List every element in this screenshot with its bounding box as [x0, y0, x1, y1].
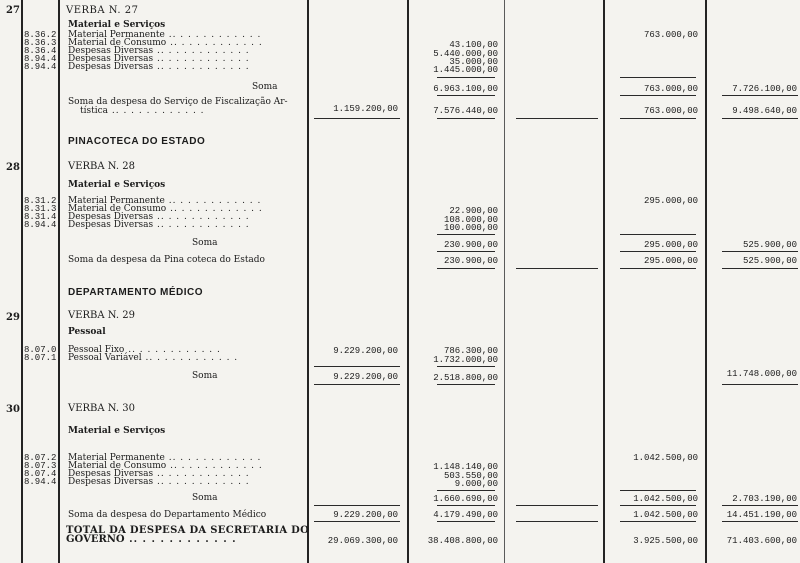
row-code: 8.31.3 — [24, 204, 57, 214]
total-col6: 14.451.190,00 — [726, 510, 797, 520]
rule — [437, 234, 495, 235]
verba-title: VERBA N. 29 — [68, 310, 135, 321]
subtotal-col5: 1.042.500,00 — [633, 494, 698, 504]
row-code: 8.36.4 — [24, 46, 57, 56]
grand-total-col5: 3.925.500,00 — [633, 536, 698, 546]
row-code: 8.36.3 — [24, 38, 57, 48]
rule — [437, 490, 495, 491]
rule — [516, 505, 598, 506]
row-value-col3: 1.445.000,00 — [433, 65, 498, 75]
row-value-col5: 295.000,00 — [643, 196, 698, 206]
item-number: 27 — [6, 5, 20, 16]
subtotal-col3: 1.660.690,00 — [433, 494, 498, 504]
section-subtitle: Material e Serviços — [68, 426, 166, 436]
total-label: Soma da despesa da Pina coteca do Estado — [68, 255, 265, 265]
subtotal-col5: 295.000,00 — [643, 240, 698, 250]
subtotal-col3: 2.518.800,00 — [433, 373, 498, 383]
item-number: 29 — [6, 312, 20, 323]
row-value-col3: 108.000,00 — [443, 215, 498, 225]
row-label: Despesas Diversas .. . — [68, 220, 250, 230]
row-code: 8.94.4 — [24, 54, 57, 64]
total-label: tística .. . — [80, 106, 205, 116]
row-value-col5: 1.042.500,00 — [633, 453, 698, 463]
row-value-col3: 1.732.000,00 — [433, 355, 498, 365]
row-code: 8.31.2 — [24, 196, 57, 206]
row-code: 8.07.2 — [24, 453, 57, 463]
subtotal-col5: 763.000,00 — [643, 84, 698, 94]
subtotal-col6: 7.726.100,00 — [732, 84, 797, 94]
row-label: Despesas Diversas .. . — [68, 46, 250, 56]
row-code: 8.07.4 — [24, 469, 57, 479]
rule — [314, 118, 400, 119]
row-value-col3: 1.148.140,00 — [433, 462, 498, 472]
row-label: Despesas Diversas .. . — [68, 212, 250, 222]
rule — [314, 521, 400, 522]
grand-total-col2: 29.069.300,00 — [327, 536, 398, 546]
row-label: Despesas Diversas .. . — [68, 54, 250, 64]
subtotal-label: Soma — [192, 493, 218, 503]
rule — [437, 505, 495, 506]
rule — [722, 95, 798, 96]
row-label: Material Permanente .. . — [68, 196, 261, 206]
subtotal-col3: 230.900,00 — [443, 240, 498, 250]
grand-total-label: GOVERNO .. . — [66, 535, 237, 545]
rule — [620, 95, 696, 96]
total-col6: 9.498.640,00 — [732, 106, 797, 116]
column-rule-5 — [504, 0, 505, 563]
item-number: 28 — [6, 162, 20, 173]
verba-title: VERBA N. 28 — [68, 161, 135, 172]
row-value-col3: 35.000,00 — [449, 57, 498, 67]
row-code: 8.31.4 — [24, 212, 57, 222]
rule — [437, 384, 495, 385]
rule — [437, 77, 495, 78]
row-label: Pessoal Fixo .. . — [68, 345, 221, 355]
section-subtitle: Material e Serviços — [68, 180, 166, 190]
rule — [722, 521, 798, 522]
row-code: 8.07.3 — [24, 461, 57, 471]
subtotal-label: Soma — [192, 238, 218, 248]
row-value-col2: 9.229.200,00 — [333, 346, 398, 356]
column-rule-6 — [603, 0, 605, 563]
item-number: 30 — [6, 404, 20, 415]
total-col3: 230.900,00 — [443, 256, 498, 266]
row-code: 8.94.4 — [24, 477, 57, 487]
subtotal-col3: 6.963.100,00 — [433, 84, 498, 94]
rule — [722, 505, 798, 506]
row-code: 8.94.4 — [24, 220, 57, 230]
rule — [620, 268, 696, 269]
column-rule-2 — [58, 0, 60, 563]
total-col3: 4.179.490,00 — [433, 510, 498, 520]
subtotal-col6: 525.900,00 — [742, 240, 797, 250]
rule — [437, 251, 495, 252]
row-label: Despesas Diversas .. . — [68, 469, 250, 479]
grand-total-label: TOTAL DA DESPESA DA SECRETARIA DO — [66, 525, 310, 536]
subtotal-label: Soma — [192, 371, 218, 381]
row-code: 8.36.2 — [24, 30, 57, 40]
row-code: 8.07.1 — [24, 353, 57, 363]
row-label: Despesas Diversas .. . — [68, 62, 250, 72]
row-label: Material de Consumo .. . — [68, 38, 263, 48]
rule — [437, 521, 495, 522]
rule — [437, 366, 495, 367]
row-label: Material Permanente .. . — [68, 453, 261, 463]
row-label: Pessoal Variável .. . — [68, 353, 238, 363]
rule — [314, 505, 400, 506]
rule — [620, 505, 696, 506]
row-label: Material de Consumo .. . — [68, 461, 263, 471]
column-rule-3 — [307, 0, 309, 563]
section-heading: PINACOTECA DO ESTADO — [68, 136, 206, 147]
rule — [620, 234, 696, 235]
total-col3: 7.576.440,00 — [433, 106, 498, 116]
column-rule-7 — [705, 0, 707, 563]
row-value-col5: 763.000,00 — [643, 30, 698, 40]
rule — [437, 268, 495, 269]
section-subtitle: Material e Serviços — [68, 20, 166, 30]
row-value-col3: 22.900,00 — [449, 206, 498, 216]
row-code: 8.94.4 — [24, 62, 57, 72]
rule — [722, 384, 798, 385]
row-value-col3: 503.550,00 — [443, 471, 498, 481]
rule — [620, 118, 696, 119]
rule — [437, 95, 495, 96]
rule — [437, 118, 495, 119]
row-label: Despesas Diversas .. . — [68, 477, 250, 487]
column-rule-1 — [21, 0, 23, 563]
total-label: Soma da despesa do Serviço de Fiscalização Ar- — [68, 97, 288, 107]
row-value-col3: 786.300,00 — [443, 346, 498, 356]
rule — [722, 251, 798, 252]
column-rule-4 — [407, 0, 409, 563]
rule — [314, 384, 400, 385]
rule — [620, 490, 696, 491]
rule — [620, 251, 696, 252]
total-col5: 1.042.500,00 — [633, 510, 698, 520]
total-col6: 525.900,00 — [742, 256, 797, 266]
row-value-col3: 100.000,00 — [443, 223, 498, 233]
grand-total-col6: 71.403.600,00 — [726, 536, 797, 546]
total-col2: 1.159.200,00 — [333, 104, 398, 114]
row-label: Material Permanente .. . — [68, 30, 261, 40]
row-value-col3: 5.440.000,00 — [433, 49, 498, 59]
rule — [722, 118, 798, 119]
total-label: Soma da despesa do Departamento Médico — [68, 510, 267, 520]
subtotal-col6: 2.703.190,00 — [732, 494, 797, 504]
section-heading: DEPARTAMENTO MÉDICO — [68, 287, 204, 298]
row-label: Material de Consumo .. . — [68, 204, 263, 214]
row-value-col3: 9.000,00 — [454, 479, 498, 489]
rule — [516, 118, 598, 119]
rule — [516, 521, 598, 522]
row-value-col3: 43.100,00 — [449, 40, 498, 50]
verba-title: VERBA N. 30 — [68, 403, 135, 414]
grand-total-col3: 38.408.800,00 — [427, 536, 498, 546]
rule — [314, 366, 400, 367]
subtotal-label: Soma — [252, 82, 278, 92]
section-subtitle: Pessoal — [68, 327, 106, 337]
total-col5: 295.000,00 — [643, 256, 698, 266]
rule — [620, 77, 696, 78]
rule — [516, 268, 598, 269]
rule — [620, 521, 696, 522]
verba-title: VERBA N. 27 — [66, 5, 139, 16]
subtotal-col6: 11.748.000,00 — [726, 369, 797, 379]
rule — [722, 268, 798, 269]
subtotal-col2: 9.229.200,00 — [333, 372, 398, 382]
row-code: 8.07.0 — [24, 345, 57, 355]
total-col2: 9.229.200,00 — [333, 510, 398, 520]
total-col5: 763.000,00 — [643, 106, 698, 116]
